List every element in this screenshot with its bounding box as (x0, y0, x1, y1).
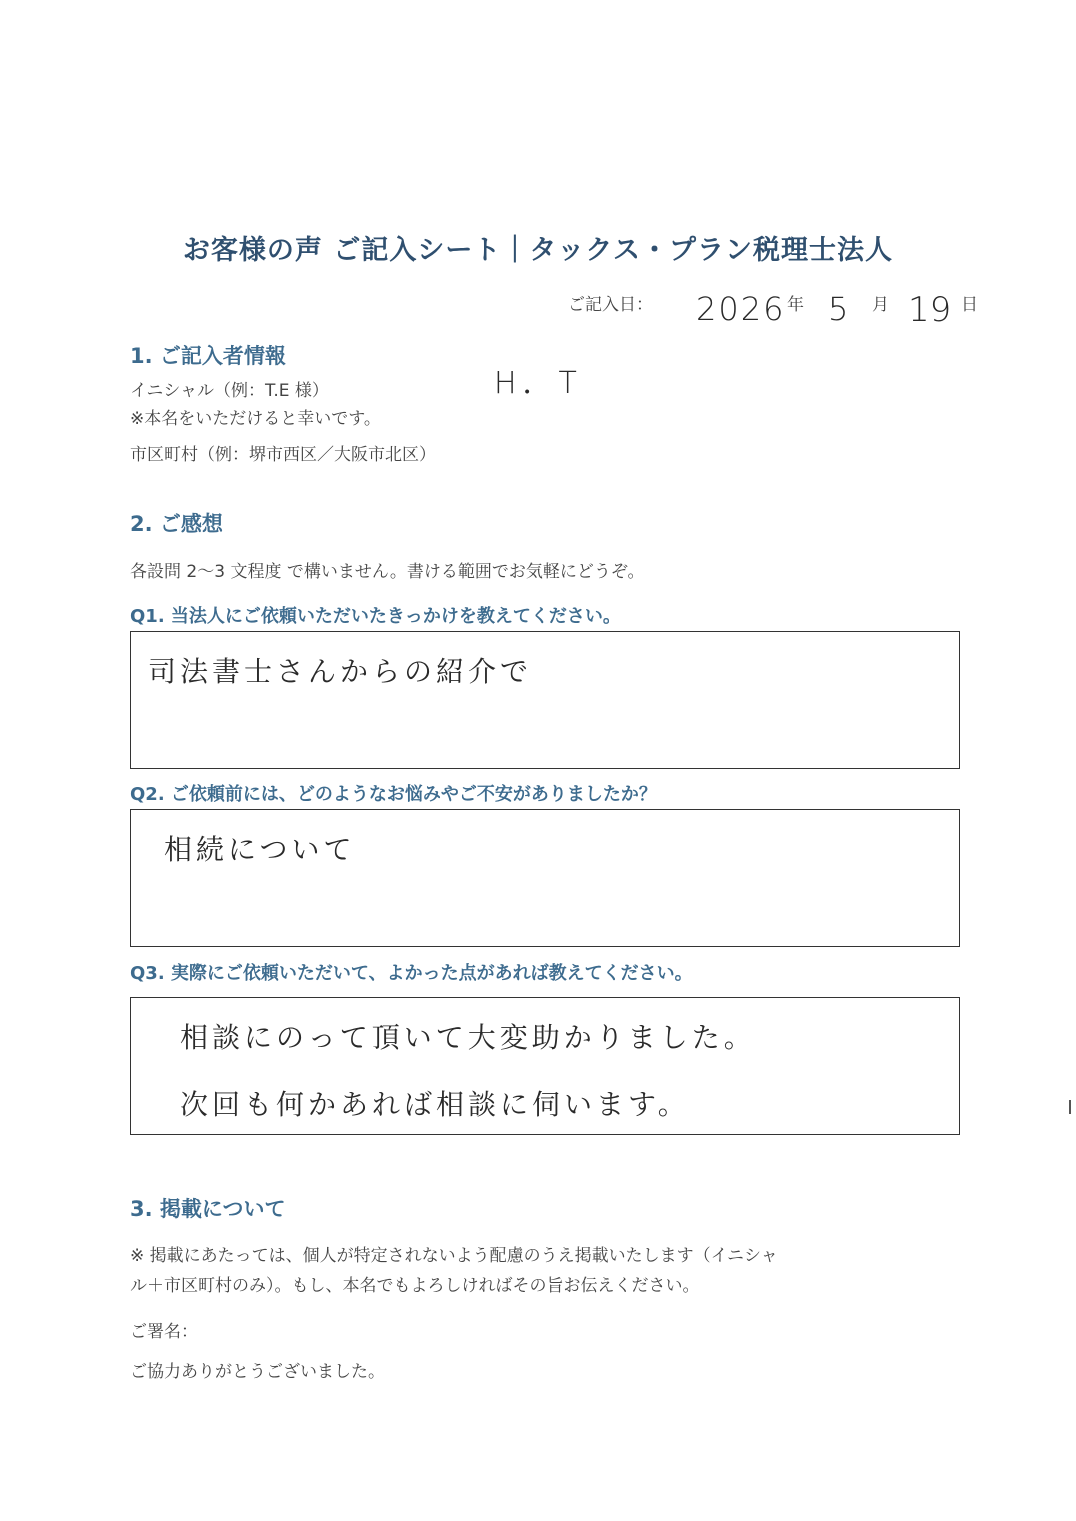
q3-answer-line2: 次回も何かあれば相談に伺います。 (180, 1088, 690, 1121)
city-label: 市区町村（例：堺市西区／大阪市北区） (130, 445, 436, 465)
initial-label: イニシャル（例：T.E 様） (130, 381, 329, 401)
publication-note-line1: ※ 掲載にあたっては、個人が特定されないよう配慮のうえ掲載いたします（イニシャ (130, 1246, 778, 1266)
date-month-unit: 月 (872, 295, 889, 315)
initial-value: H．T (494, 366, 583, 401)
date-label: ご記入日： (568, 295, 653, 315)
signature-label: ご署名： (130, 1322, 198, 1342)
q2-label: Q2. ご依頼前には、どのようなお悩みやご不安がありましたか？ (130, 784, 657, 805)
date-year-unit: 年 (787, 295, 804, 315)
section2-intro: 各設問 2〜3 文程度 で構いません。書ける範囲でお気軽にどうぞ。 (130, 562, 645, 582)
section3-heading: 3. 掲載について (130, 1197, 286, 1221)
date-year-value: 2026 (696, 290, 786, 328)
q1-label: Q1. 当法人にご依頼いただいたきっかけを教えてください。 (130, 606, 621, 627)
scan-edge-mark (1069, 1100, 1071, 1114)
date-month-value: 5 (828, 290, 849, 328)
date-day-value: 19 (908, 290, 952, 330)
thanks-message: ご協力ありがとうございました。 (130, 1362, 385, 1382)
q2-answer: 相続について (164, 833, 356, 866)
q3-label: Q3. 実際にご依頼いただいて、よかった点があれば教えてください。 (130, 963, 693, 984)
section1-heading: 1. ご記入者情報 (130, 344, 286, 368)
publication-note-line2: ル＋市区町村のみ）。もし、本名でもよろしければその旨お伝えください。 (130, 1276, 700, 1296)
realname-note: ※本名をいただけると幸いです。 (130, 409, 381, 429)
q1-answer: 司法書士さんからの紹介で (148, 655, 533, 688)
section2-heading: 2. ご感想 (130, 512, 223, 536)
q3-answer-line1: 相談にのって頂いて大変助かりました。 (180, 1021, 756, 1054)
date-day-unit: 日 (961, 295, 978, 315)
sheet-title: お客様の声 ご記入シート｜タックス・プラン税理士法人 (182, 235, 894, 266)
